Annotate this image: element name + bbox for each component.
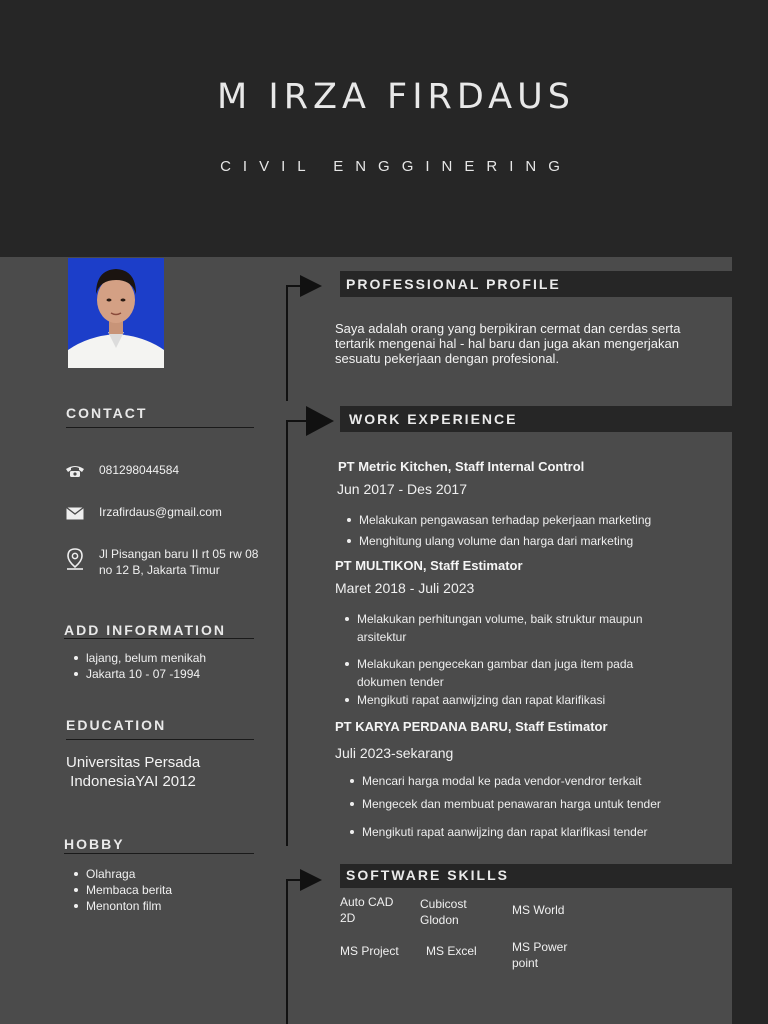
hobby-heading: HOBBY: [64, 836, 125, 852]
timeline-connector: [286, 420, 288, 846]
education-divider: [66, 739, 254, 740]
skill-line: MS World: [512, 903, 565, 917]
address-line-1: Jl Pisangan baru II rt 05 rw 08: [99, 547, 259, 561]
skill-autocad: [340, 894, 393, 926]
arrow-right-icon: [300, 869, 322, 891]
skill-ms-excel: [426, 943, 477, 959]
skill-cubicost: [420, 896, 467, 928]
job-title: PT Metric Kitchen, Staff Internal Control: [338, 459, 585, 474]
list-item: Mencari harga modal ke pada vendor-vendror terkait: [340, 772, 725, 790]
list-item: Olahraga: [70, 866, 172, 882]
add-information-heading: ADD INFORMATION: [64, 622, 226, 638]
list-item-continuation: [335, 628, 720, 646]
list-item: Melakukan pengecekan gambar dan juga item pada: [335, 655, 720, 673]
arrow-right-icon: [306, 406, 334, 436]
skill-line: Glodon: [420, 913, 459, 927]
timeline-connector: [286, 879, 288, 1024]
software-skills-bar: [340, 864, 732, 888]
education-heading: EDUCATION: [66, 717, 167, 733]
skill-ms-project: [340, 943, 399, 959]
list-item-continuation: [335, 673, 720, 691]
professional-profile-text: [335, 321, 720, 366]
contact-heading: CONTACT: [66, 405, 148, 421]
timeline-connector: [286, 285, 300, 287]
profile-line-1: Saya adalah orang yang berpikiran cermat dan cerdas serta: [335, 321, 681, 336]
list-item: Mengikuti rapat aanwijzing dan rapat klarifikasi: [335, 691, 720, 709]
skill-ms-world: [512, 902, 564, 918]
skill-line: point: [512, 956, 539, 970]
skill-ms-powerpoint: [512, 939, 567, 971]
contact-email: [64, 504, 222, 522]
contact-divider: [66, 427, 254, 428]
contact-phone: [64, 462, 179, 480]
timeline-connector: [286, 285, 288, 401]
education-line-2: IndonesiaYAI 2012: [66, 773, 196, 790]
arrow-right-icon: [300, 275, 322, 297]
list-item: Melakukan perhitungan volume, baik struktur maupun: [335, 610, 720, 628]
envelope-icon: [64, 504, 86, 522]
list-item: Menghitung ulang volume dan harga dari marketing: [337, 532, 717, 550]
skill-line: Cubicost: [420, 897, 467, 911]
header-band: [0, 0, 768, 257]
profile-line-3: sesuatu pekerjaan dengan profesional.: [335, 351, 560, 366]
skill-line: 2D: [340, 911, 356, 925]
skill-line: MS Excel: [426, 944, 477, 958]
work-experience-heading: WORK EXPERIENCE: [349, 411, 518, 427]
email-address[interactable]: Irzafirdaus@gmail.com: [99, 505, 222, 519]
job-title: PT MULTIKON, Staff Estimator: [335, 558, 523, 573]
list-item: Melakukan pengawasan terhadap pekerjaan marketing: [337, 511, 717, 529]
skill-line: Auto CAD: [340, 895, 394, 909]
skill-line: MS Power: [512, 940, 568, 954]
software-skills-heading: SOFTWARE SKILLS: [346, 867, 509, 883]
candidate-name: M IRZA FIRDAUS: [217, 77, 575, 117]
continuation-text: dokumen tender: [357, 675, 444, 689]
education-text: [66, 753, 200, 791]
list-item: Jakarta 10 - 07 -1994: [70, 666, 206, 682]
phone-icon: [64, 462, 86, 480]
job-date: Juli 2023-sekarang: [335, 745, 454, 761]
location-pin-icon: [64, 546, 86, 572]
phone-number: 081298044584: [99, 463, 180, 477]
profile-photo: [68, 258, 164, 368]
contact-address: [64, 546, 258, 578]
continuation-text: arsitektur: [357, 630, 407, 644]
job-date: Maret 2018 - Juli 2023: [335, 580, 475, 596]
work-experience-bar: [340, 406, 732, 432]
timeline-connector: [286, 879, 300, 881]
address-line-2: no 12 B, Jakarta Timur: [99, 563, 220, 577]
portrait-image: [68, 258, 164, 368]
job-title: PT KARYA PERDANA BARU, Staff Estimator: [335, 719, 608, 734]
add-information-divider: [64, 638, 254, 639]
address-text: [99, 546, 258, 578]
list-item: Mengecek dan membuat penawaran harga untuk tender: [340, 795, 725, 813]
list-item: lajang, belum menikah: [70, 650, 206, 666]
professional-profile-heading: PROFESSIONAL PROFILE: [346, 276, 561, 292]
candidate-role: CIVIL ENGGINERING: [220, 158, 572, 175]
list-item: Menonton film: [70, 898, 172, 914]
hobby-divider: [64, 853, 254, 854]
timeline-connector: [286, 420, 306, 422]
list-item: Membaca berita: [70, 882, 172, 898]
job-date: Jun 2017 - Des 2017: [337, 481, 467, 497]
hobby-list: [70, 866, 172, 914]
profile-line-2: tertarik mengenai hal - hal baru dan juga akan mengerjakan: [335, 336, 679, 351]
skill-line: MS Project: [340, 944, 399, 958]
professional-profile-bar: [340, 271, 732, 297]
education-line-1: Universitas Persada: [66, 754, 201, 771]
list-item: Mengikuti rapat aanwijzing dan rapat klarifikasi tender: [340, 823, 725, 841]
add-information-list: [70, 650, 206, 682]
